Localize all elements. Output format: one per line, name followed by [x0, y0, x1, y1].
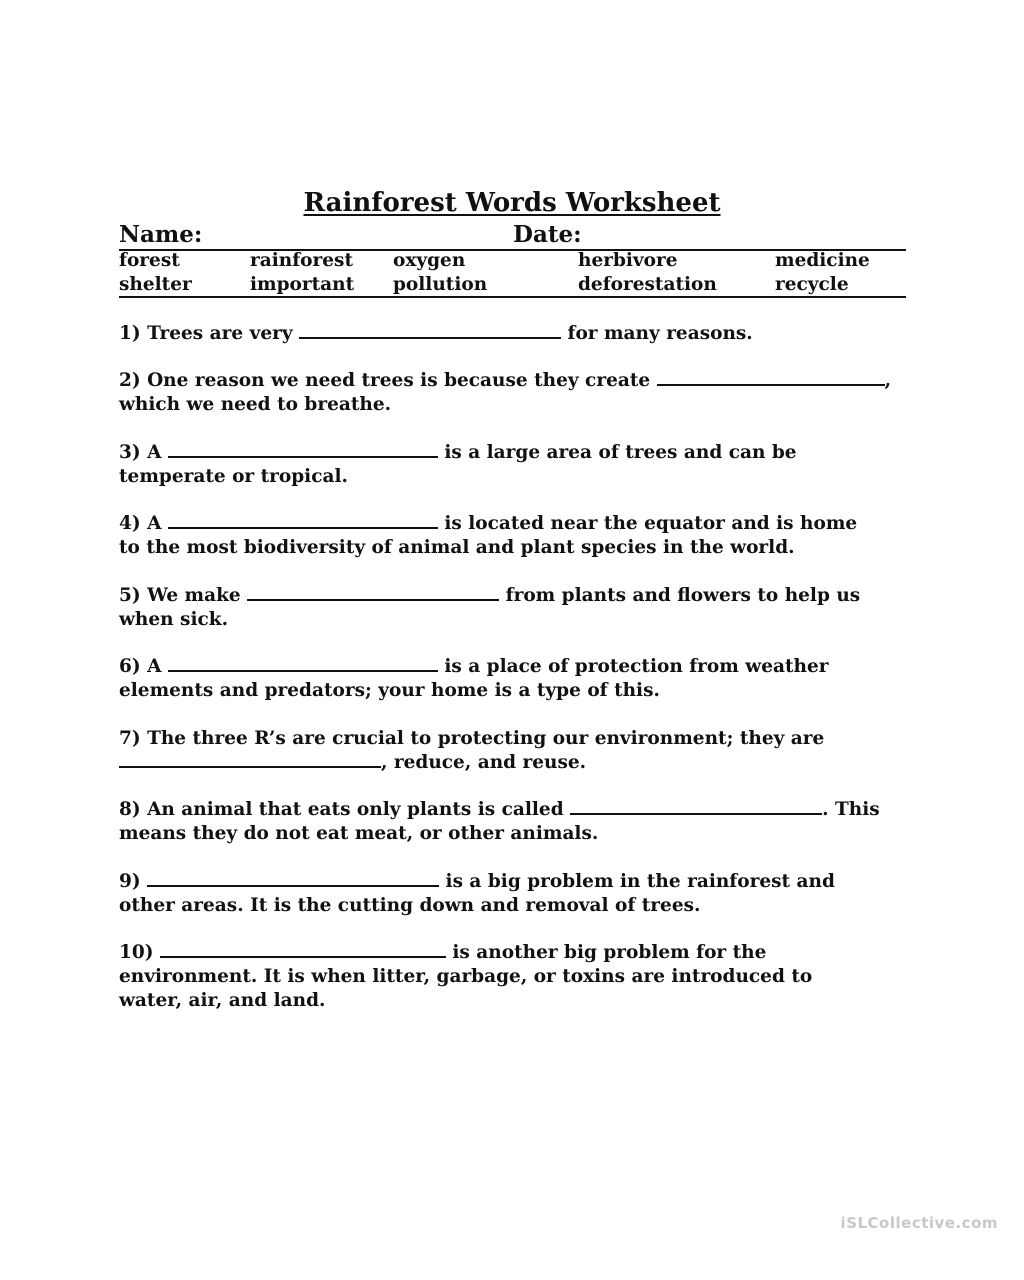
question-text: environment. It is when litter, garbage, or toxins are introduced to	[119, 966, 813, 987]
question-text: to the most biodiversity of animal and plant species in the world.	[119, 537, 795, 558]
word-bank-word: oxygen	[393, 250, 466, 271]
name-date-row	[119, 221, 906, 251]
question-text: 7) The three R’s are crucial to protecting our environment; they are	[119, 728, 825, 749]
date-label: Date:	[513, 221, 582, 248]
answer-blank[interactable]	[247, 585, 499, 601]
word-bank-word: rainforest	[250, 250, 353, 271]
question-text: 10)	[119, 942, 154, 963]
question-text: . This	[822, 799, 880, 820]
question-text: when sick.	[119, 609, 229, 630]
question-text: 8) An animal that eats only plants is called	[119, 799, 564, 820]
question-text: elements and predators; your home is a type of this.	[119, 680, 660, 701]
question-2	[119, 369, 909, 417]
question-text: is another big problem for the	[452, 942, 767, 963]
answer-blank[interactable]	[160, 942, 446, 958]
answer-blank[interactable]	[299, 323, 561, 339]
question-text: is a large area of trees and can be	[444, 442, 797, 463]
answer-blank[interactable]	[570, 799, 822, 815]
answer-blank[interactable]	[168, 656, 438, 672]
question-text: 6) A	[119, 656, 162, 677]
question-text: which we need to breathe.	[119, 394, 392, 415]
question-8	[119, 798, 909, 846]
word-bank-word: important	[250, 274, 355, 295]
word-bank-word: medicine	[775, 250, 870, 271]
question-text: ,	[884, 370, 892, 391]
question-5	[119, 584, 909, 632]
answer-blank[interactable]	[119, 752, 381, 768]
question-text: is located near the equator and is home	[444, 513, 858, 534]
worksheet-title	[0, 188, 1024, 218]
question-text: is a place of protection from weather	[444, 656, 829, 677]
question-1	[119, 322, 909, 346]
question-text: water, air, and land.	[119, 990, 326, 1011]
question-text: 2) One reason we need trees is because they create	[119, 370, 651, 391]
question-text: 9)	[119, 871, 141, 892]
question-text: 3) A	[119, 442, 162, 463]
word-bank	[119, 250, 906, 298]
watermark: iSLCollective.com	[840, 1214, 998, 1232]
question-7	[119, 727, 909, 775]
question-text: , reduce, and reuse.	[381, 752, 587, 773]
question-text: 1) Trees are very	[119, 323, 293, 344]
answer-blank[interactable]	[168, 442, 438, 458]
question-text: 4) A	[119, 513, 162, 534]
question-10	[119, 941, 909, 1013]
answer-blank[interactable]	[168, 513, 438, 529]
question-text: means they do not eat meat, or other animals.	[119, 823, 599, 844]
word-bank-word: herbivore	[578, 250, 678, 271]
question-3	[119, 441, 909, 489]
question-9	[119, 870, 909, 918]
word-bank-word: recycle	[775, 274, 849, 295]
question-text: from plants and flowers to help us	[505, 585, 861, 606]
question-text: is a big problem in the rainforest and	[445, 871, 835, 892]
question-text: 5) We make	[119, 585, 241, 606]
word-bank-word: forest	[119, 250, 180, 271]
answer-blank[interactable]	[147, 871, 439, 887]
question-6	[119, 655, 909, 703]
worksheet-title-text: Rainforest Words Worksheet	[303, 188, 721, 218]
answer-blank[interactable]	[657, 370, 885, 386]
question-4	[119, 512, 909, 560]
word-bank-word: pollution	[393, 274, 488, 295]
word-bank-word: deforestation	[578, 274, 717, 295]
name-label: Name:	[119, 221, 203, 248]
question-text: for many reasons.	[567, 323, 753, 344]
question-text: temperate or tropical.	[119, 466, 348, 487]
question-text: other areas. It is the cutting down and removal of trees.	[119, 895, 701, 916]
word-bank-word: shelter	[119, 274, 192, 295]
